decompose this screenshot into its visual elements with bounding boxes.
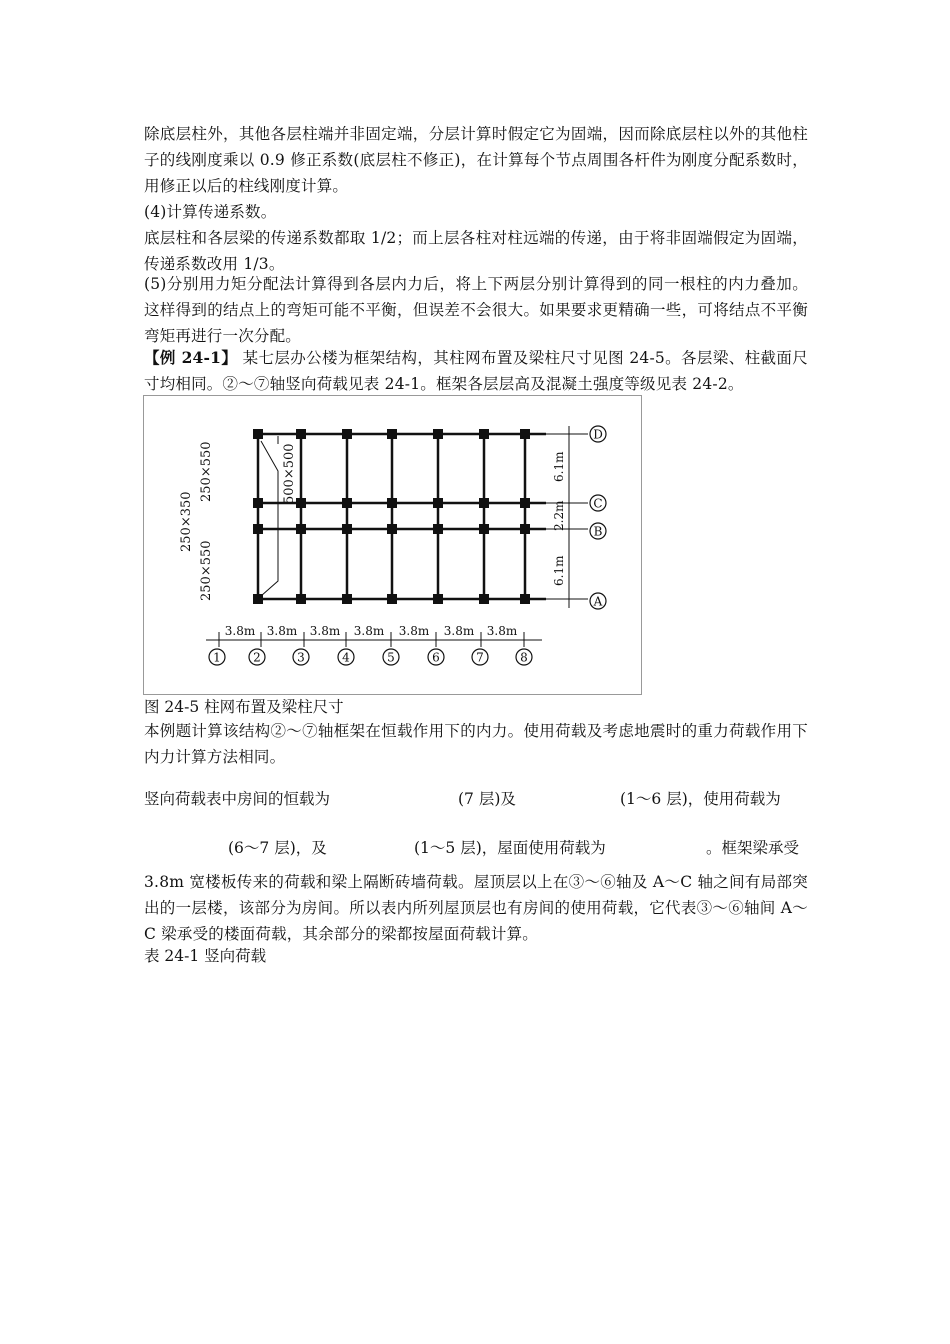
col-axis-1: 1 — [213, 650, 221, 665]
col-axis-4: 4 — [342, 650, 350, 665]
row-axis-A: A — [593, 594, 603, 609]
example-label: 【例 24-1】 — [144, 348, 238, 367]
column-size-label: 500×500 — [282, 443, 297, 504]
table-caption: 表 24-1 竖向荷载 — [144, 947, 267, 965]
example-text: 某七层办公楼为框架结构，其柱网布置及梁柱尺寸见图 24-5。各层梁、柱截面尺寸均相同。②～⑦轴竖向荷载见表 24-1。框架各层层高及混凝土强度等级见表 24-2。 — [144, 349, 808, 393]
span-4-5: 3.8m — [353, 624, 385, 638]
row-axis-B: B — [593, 524, 603, 539]
span-5-6: 3.8m — [398, 624, 430, 638]
row-axis-D: D — [593, 427, 603, 442]
paragraph-column-stiffness: 除底层柱外，其他各层柱端并非固定端，分层计算时假定它为固端，因而除底层柱以外的其他柱子的线刚度乘以 0.9 修正系数(底层柱不修正)，在计算每个节点周围各杆件为刚度分配系数时，用修正以后的柱线刚度计算。 — [144, 125, 808, 195]
figure-caption: 图 24-5 柱网布置及梁柱尺寸 — [144, 698, 344, 716]
paragraph-step-5: (5)分别用力矩分配法计算得到各层内力后，将上下两层分别计算得到的同一根柱的内力叠加。这样得到的结点上的弯矩可能不平衡，但误差不会很大。如果要求更精确一些，可将结点不平衡弯矩再进行一次分配。 — [144, 275, 808, 345]
dim-ba: 6.1m — [552, 555, 566, 586]
dim-cb: 2.2m — [552, 500, 566, 531]
span-2-3: 3.8m — [266, 624, 298, 638]
load-line-2b: (1～5 层)，屋面使用荷载为 — [414, 839, 606, 857]
load-line-1b: (7 层)及 — [458, 790, 516, 808]
span-3-4: 3.8m — [309, 624, 341, 638]
paragraph-roof-loads: 3.8m 宽楼板传来的荷载和梁上隔断砖墙荷载。屋顶层以上在③～⑥轴及 A～C 轴之间有局部突出的一层楼，该部分为房间。所以表内所列屋顶层也有房间的使用荷载，它代表③～⑥轴间 A～C 梁承受的楼面荷载，其余部分的梁都按屋面荷载计算。 — [144, 873, 808, 943]
paragraph-carryover: 底层柱和各层梁的传递系数都取 1/2；而上层各柱对柱远端的传递，由于将非固端假定为固端，传递系数改用 1/3。 — [144, 229, 808, 273]
load-line-2a: (6～7 层)，及 — [228, 839, 327, 857]
col-axis-8: 8 — [520, 650, 528, 665]
load-line-1a: 竖向荷载表中房间的恒载为 — [144, 790, 331, 808]
column-grid-figure — [143, 395, 642, 695]
dim-dc: 6.1m — [552, 451, 566, 482]
span-6-7: 3.8m — [443, 624, 475, 638]
beam-label-middle: 250×350 — [179, 491, 194, 552]
paragraph-scope: 本例题计算该结构②～⑦轴框架在恒载作用下的内力。使用荷载及考虑地震时的重力荷载作用下内力计算方法相同。 — [144, 722, 808, 766]
col-axis-3: 3 — [297, 650, 305, 665]
load-line-1c: (1～6 层)，使用荷载为 — [620, 790, 781, 808]
span-7-8: 3.8m — [486, 624, 518, 638]
span-1-2: 3.8m — [224, 624, 256, 638]
col-axis-6: 6 — [432, 650, 440, 665]
col-axis-5: 5 — [387, 650, 395, 665]
col-axis-7: 7 — [476, 650, 484, 665]
beam-label-top: 250×550 — [199, 441, 214, 502]
beam-label-bottom: 250×550 — [199, 540, 214, 601]
row-axis-C: C — [593, 496, 603, 511]
paragraph-example — [144, 345, 808, 397]
col-axis-2: 2 — [253, 650, 261, 665]
paragraph-step-4: (4)计算传递系数。 — [144, 203, 277, 221]
column-grid-drawing — [144, 396, 641, 694]
load-line-2c: 。框架梁承受 — [706, 839, 800, 857]
